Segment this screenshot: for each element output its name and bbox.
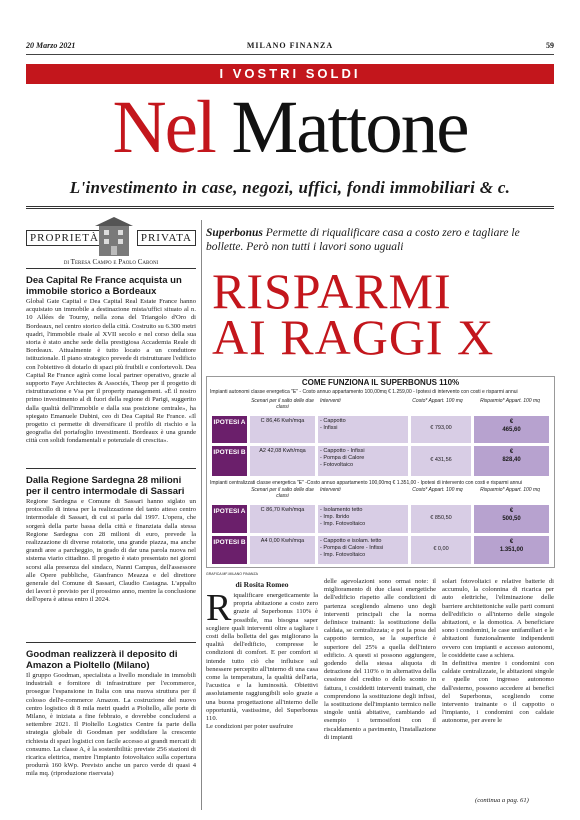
drop-cap: R <box>206 587 232 629</box>
masthead-word1: Nel <box>112 86 215 169</box>
article-headline: Dea Capital Re France acquista un immobile storico a Bordeaux <box>26 275 182 297</box>
house-icon <box>99 224 129 256</box>
row-scenario: A2 42,08 Kwh/mqa <box>250 446 315 476</box>
tagline: L'investimento in case, negozi, uffici, fondi immobiliari & c. <box>69 178 511 197</box>
issue-date: 20 Marzo 2021 <box>26 41 76 50</box>
th-risparmio: Risparmio* Appart. 100 mq <box>480 398 540 404</box>
article-headline: Dalla Regione Sardegna 28 milioni per il centro intermodale di Sassari <box>26 475 185 497</box>
feature-title <box>212 263 495 365</box>
infobox-source: GRAFICA MF-MILANO FINANZA <box>206 572 258 576</box>
publication-name: MILANO FINANZA <box>246 41 334 50</box>
feature-title-line2: AI RAGGI X <box>212 309 495 365</box>
th-interventi: Interventi <box>320 398 341 404</box>
body-column <box>206 587 318 731</box>
row-interventi: - Cappotto - Infissi - Pompa di Calore - Fotovoltaico <box>318 446 408 476</box>
th-scenari: Scenari per il salto delle due classi <box>251 398 314 410</box>
infobox-sub: Impianti autonomi classe energetica "E" - Costo annuo appartamento 100,00mq € 1.259,00 - Ipotesi di intervento con costi e risparmi annui <box>210 389 518 395</box>
divider <box>26 206 554 209</box>
row-risparmio: € 1.351,00 <box>474 536 549 564</box>
body-column: solari fotovoltaici e relative batterie di accumulo, la colonnina di ricarica per auto elettriche, l'eliminazione delle barriere architettoniche sulle parti comuni dell'edificio o all'interno delle singole abitazioni, e la domotica. A beneficiare sono i condomini, le case unifamiliari e le abitazioni funzionalmente indipendenti ovvero con impianti e accesso autonomi, le cosiddette case a schiera. In definitiva mentre i condomini con caldaie centralizzate, le abitazioni singole e quelle con ingresso autonomo dall'esterno, possono accedere ai benefici del Superbonus, scegliendo come intervento trainante o il cappotto o l'impianto, i condomini con caldaie autonome, per avere le <box>442 578 554 725</box>
row-scenario: C 86,46 Kwh/mqa <box>250 416 315 443</box>
article-headline: Goodman realizzerà il deposito di Amazon a Pioltello (Milano) <box>26 649 178 671</box>
th-interventi: Interventi <box>320 487 341 493</box>
row-label: IPOTESI B <box>212 446 247 476</box>
row-risparmio: € 500,50 <box>474 505 549 533</box>
masthead <box>0 86 580 169</box>
row-risparmio: € 465,60 <box>474 416 549 443</box>
column-logo <box>26 226 196 252</box>
column-logo-left: PROPRIETÀ <box>26 230 103 246</box>
row-label: IPOTESI A <box>212 505 247 533</box>
row-costo: € 0,00 <box>411 536 471 564</box>
row-interventi: - Cappotto e isolam. tetto - Pompa di Calore - Infissi - Imp. Fotovoltaico <box>318 536 408 564</box>
article-body: Regione Sardegna e Comune di Sassari hanno siglato un protocollo di intesa per la realizzazione del tanto atteso centro intermodale di Sassari, di cui si parla dal 1997. L'opera, che sorgerà della parte bassa della città e finanziata dalla stessa Regione Sardegna con 28 milioni di euro, prevede la realizzazione di diverse rotatorie, una grande piazza, ma anche grandi aree a parcheggio, in grado di dar una parola nuova nel sistema viario cittadino. Il progetto è stato presentato nei giorni scorsi alla presenza del sindaco, Nanni Campus, dell'assessore alle Opere pubbliche, Gianfranco Meazza e del direttore generale del Comune di Sassari, Claudio Castagna. L'appalto dei lavori è previsto per il prossimo anno, mentre la conclusione dell'opera è attesa entro il 2024. <box>26 498 196 604</box>
th-risparmio: Risparmio* Appart. 100 mq <box>480 487 540 493</box>
row-risparmio: € 828,40 <box>474 446 549 476</box>
feature-deck <box>206 226 554 254</box>
row-label: IPOTESI B <box>212 536 247 564</box>
row-label: IPOTESI A <box>212 416 247 443</box>
column-logo-right: PRIVATA <box>137 230 196 246</box>
feature-title-line1: RISPARMI <box>212 263 452 319</box>
divider <box>26 468 196 469</box>
th-costo: Costo* Appart. 100 mq <box>412 487 463 493</box>
infobox-sub: Impianti centralizzati classe energetica "E" -Costo annuo appartamento 100,00mq € 1.351,00 - Ipotesi di intervento con costi e risparmi annui <box>210 480 523 486</box>
page-number: 59 <box>546 41 554 50</box>
row-scenario: C 86,70 Kwh/mqa <box>250 505 315 533</box>
row-costo: € 850,50 <box>411 505 471 533</box>
column-byline: di Teresa Campo e Paolo Caboni <box>63 258 159 266</box>
section-band: I VOSTRI SOLDI <box>26 64 554 84</box>
row-costo: € 431,56 <box>411 446 471 476</box>
body-column: delle agevolazioni sono ormai note: il miglioramento di due classi energetiche dell'edificio rispetto alle condizioni di partenza scegliendo almeno uno degli interventi principali che la norma definisce trainanti: la sostituzione della caldaia, se centralizzata; e poi la posa del cappotto termico, se la superficie è superiore del 25% a quella dell'intero edificio. A questi si possono aggiungere, godendo della stessa aliquota di detrazione del 110% o in alternativa della cessione del credito o dello sconto in fattura, i cosiddetti interventi trainati, che comprendono la sostituzione degli infissi, la sostituzione dell'impianto termico nelle singole unità abitative, cambiando ad esempio i termosifoni con il riscaldamento a pavimento, l'installazione di impianti <box>324 578 436 741</box>
masthead-word2: Mattone <box>231 86 468 169</box>
row-interventi: - Cappotto - Infissi <box>318 416 408 443</box>
row-interventi: - Isolamento tetto - Imp. Ibrido - Imp. Fotovoltaico <box>318 505 408 533</box>
article-body: Global Gate Capital e Dea Capital Real Estate France hanno acquistato un immobile a destinazione mista/uffici situato al n. 10 Allées de Tourny, nella zona del Triangolo d'Oro di Bordeaux, nel centro storico della città. Costruito su 6.300 metri quadri, l'immobile risale al XVII secolo e nel corso della sua storia è stato anche sede della prestigiosa Accademia Reale di Bordeaux. Attualmente è tutto locato a un conduttore istituzionale. Il piano strategico prevede di ristrutturare l'edificio con l'obiettivo di dotarlo di spazi più fruibili e confortevoli. Dea Capital Re France agirà come local partner operativo, grazie al supporto Faye Architectes & Associés, Theop per il progetto di ristrutturazione e Vsa per il property management. «È il nostro primo investimento al di fuori della regione di Parigi, suggerito dalla qualità dell'immobile e dalla sua posizione centrale», ha spiegato Emanuele Dubini, ceo di Dea Capital Re France. «Il progetto ci permette di diversificare il profilo di rischio e la geografia del portafoglio investimenti. Bordeaux è una grande città con solidi fondamentali e potenziale di crescita». <box>26 298 197 445</box>
divider <box>26 268 196 269</box>
th-scenari: Scenari per il salto delle due classi <box>251 487 314 499</box>
infobox-title: COME FUNZIONA IL SUPERBONUS 110% <box>301 378 460 387</box>
feature-byline: di Rosita Romeo <box>235 580 289 589</box>
article-body: Il gruppo Goodman, specialista a livello mondiale in immobili industriali e fornitore di infrastrutture per l'ecommerce, prosegue l'espansione in Italia con una nuova struttura per il colosso dell'e-commerce Amazon. La costruzione del nuovo centro logistico di 8 mila metri quadri a Pioltello, alle porte di Milano, è iniziata a fine febbraio, e dovrebbe concludersi a settembre 2021. Il Pioltello Logistics Centre fa parte della strategia globale di Goodman per soddisfare la crescente richiesta di spazi logistici con facile accesso ai grandi mercati di consumo. La classe A, è la sostenibilità: previste 256 stazioni di ricarica elettrica, mentre l'impianto fotovoltaico sulla copertura produrrà 160 kWp. Previsto anche un parco verde di quasi 4 mila mq. (riproduzione riservata) <box>26 672 196 778</box>
page-header <box>26 41 554 55</box>
feature-kicker: Superbonus <box>206 227 263 239</box>
column-separator <box>201 220 202 810</box>
continue-note: (continua a pag. 61) <box>475 797 529 804</box>
body-column-text: iqualificare energeticamente la propria abitazione a costo zero grazie al Superbonus 110% è possibile, ma bisogna saper scegliere quali interventi oltre a tagliare i costi della bolletta del gas migliorano la qualità dell'edificio, compresse le condizioni di comfort. E per comfort si intende tutto ciò che influisce sul benessere percepito all'interno di una casa come la temperatura, la qualità dell'aria, l'acustica e la luminosità. Obiettivi assolutamente raggiungibili solo grazie a una buona progettazione all'interno delle opportunità, vastissime, del Superbonus 110. Le condizioni per poter usufruire <box>206 592 318 731</box>
row-costo: € 793,00 <box>411 416 471 443</box>
divider <box>26 642 196 643</box>
row-scenario: A4 0,00 Kwh/mqa <box>250 536 315 564</box>
feature-deck-text: Permette di riqualificare casa a costo zero e tagliare le bollette. Però non tutti i lavori sono uguali <box>206 227 520 253</box>
th-costo: Costo* Appart. 100 mq <box>412 398 463 404</box>
